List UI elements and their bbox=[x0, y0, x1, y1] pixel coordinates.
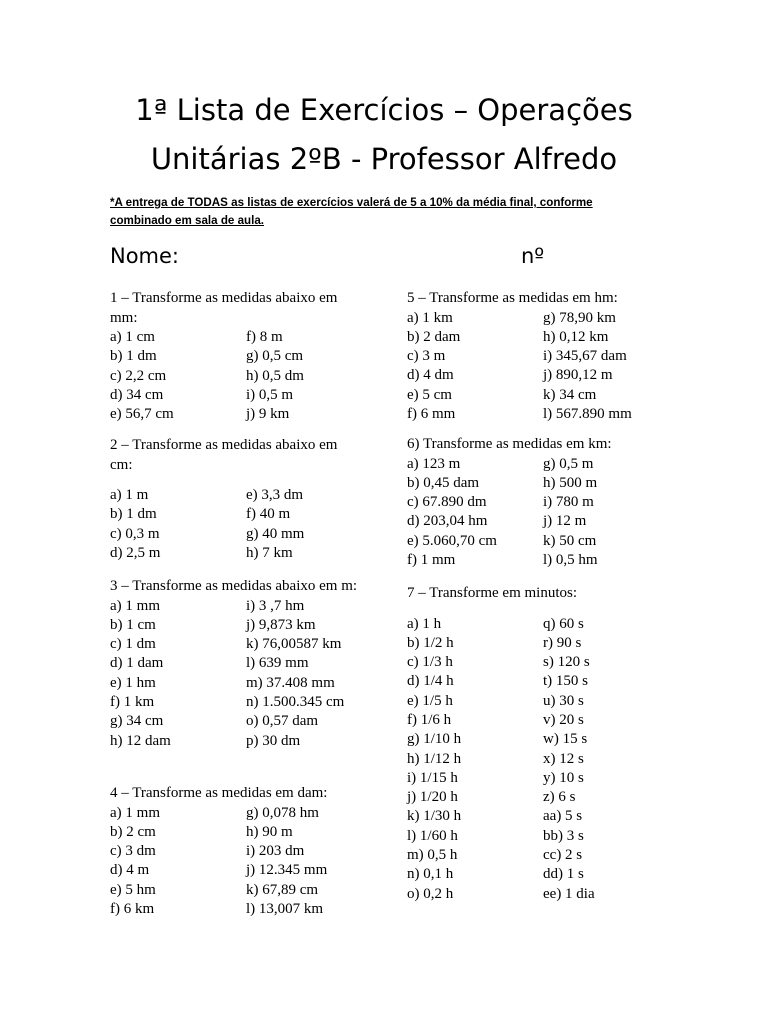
exercise-item: l) 1/60 h bbox=[407, 827, 458, 844]
exercise-item: d) 4 dm bbox=[407, 367, 454, 384]
exercise-item-row bbox=[407, 788, 657, 807]
exercise-item-row bbox=[110, 900, 360, 919]
exercise-item: g) 0,5 cm bbox=[246, 348, 304, 365]
exercise-item: j) 9 km bbox=[246, 406, 290, 423]
exercise-5 bbox=[407, 289, 657, 424]
exercise-item: i) 345,67 dam bbox=[543, 348, 627, 365]
exercise-item: b) 0,45 dam bbox=[407, 474, 480, 491]
exercise-item: aa) 5 s bbox=[543, 808, 583, 825]
exercise-item: p) 30 dm bbox=[246, 732, 301, 749]
exercise-item: c) 1/3 h bbox=[407, 654, 453, 671]
exercise-item: c) 2,2 cm bbox=[110, 367, 167, 384]
exercise-item-row bbox=[110, 732, 360, 751]
exercise-item-row bbox=[407, 309, 657, 328]
exercise-item: d) 203,04 hm bbox=[407, 513, 488, 530]
exercise-item: s) 120 s bbox=[543, 654, 590, 671]
exercise-item-row bbox=[407, 846, 657, 865]
exercise-item: d) 1 dam bbox=[110, 655, 164, 672]
exercise-item: k) 50 cm bbox=[543, 532, 597, 549]
exercise-heading: 2 – Transforme as medidas abaixo em cm: bbox=[110, 437, 338, 473]
exercise-item-row bbox=[110, 505, 360, 524]
exercise-item: h) 12 dam bbox=[110, 732, 171, 749]
exercise-item: g) 0,5 m bbox=[543, 455, 594, 472]
exercise-item-row bbox=[407, 865, 657, 884]
exercise-item-row bbox=[110, 881, 360, 900]
title-line-1: 1ª Lista de Exercícios – Operações bbox=[135, 93, 633, 127]
exercise-item: b) 1/2 h bbox=[407, 634, 454, 651]
exercise-item: k) 1/30 h bbox=[407, 808, 462, 825]
exercise-item-row bbox=[110, 693, 360, 712]
exercise-item: c) 3 dm bbox=[110, 843, 156, 860]
exercise-item: a) 1 mm bbox=[110, 804, 160, 821]
exercise-item: h) 0,12 km bbox=[543, 328, 609, 345]
exercise-item: d) 1/4 h bbox=[407, 673, 454, 690]
exercise-2 bbox=[110, 436, 360, 563]
exercise-item-row bbox=[110, 635, 360, 654]
exercise-item: d) 2,5 m bbox=[110, 544, 161, 561]
exercise-item: g) 78,90 km bbox=[543, 309, 616, 326]
exercise-item: o) 0,2 h bbox=[407, 885, 454, 902]
page-title bbox=[0, 86, 768, 184]
exercise-item: r) 90 s bbox=[543, 634, 582, 651]
exercise-item-row bbox=[407, 711, 657, 730]
exercise-item: i) 203 dm bbox=[246, 843, 305, 860]
exercise-7 bbox=[407, 584, 657, 904]
exercise-item: f) 6 mm bbox=[407, 405, 456, 422]
exercise-item-row bbox=[407, 730, 657, 749]
exercise-item: bb) 3 s bbox=[543, 827, 584, 844]
exercise-item: h) 1/12 h bbox=[407, 750, 462, 767]
exercise-item: d) 4 m bbox=[110, 862, 150, 879]
exercise-item: h) 0,5 dm bbox=[246, 367, 304, 384]
exercise-item: a) 1 mm bbox=[110, 597, 160, 614]
exercise-heading: 3 – Transforme as medidas abaixo em m: bbox=[110, 578, 358, 594]
exercise-item: a) 1 m bbox=[110, 487, 149, 503]
exercise-item: c) 67.890 dm bbox=[407, 494, 487, 511]
exercise-item: u) 30 s bbox=[543, 692, 584, 709]
exercise-item-row bbox=[110, 616, 360, 635]
exercise-item-row bbox=[110, 544, 360, 563]
exercise-item: a) 1 h bbox=[407, 615, 442, 632]
exercise-item-row bbox=[407, 692, 657, 711]
exercise-item: c) 3 m bbox=[407, 348, 446, 365]
exercise-item-row bbox=[407, 366, 657, 385]
exercise-item: b) 2 cm bbox=[110, 823, 156, 840]
exercise-item: m) 37.408 mm bbox=[246, 674, 335, 691]
exercise-item: i) 0,5 m bbox=[246, 386, 294, 403]
exercise-item: y) 10 s bbox=[543, 769, 584, 786]
exercise-item: b) 1 dm bbox=[110, 506, 157, 523]
exercise-item: e) 56,7 cm bbox=[110, 406, 174, 423]
name-label: Nome: bbox=[110, 244, 180, 268]
exercise-item-row bbox=[110, 712, 360, 731]
exercise-heading: 1 – Transforme as medidas abaixo em mm: bbox=[110, 290, 338, 326]
exercise-item: k) 67,89 cm bbox=[246, 881, 319, 898]
exercise-4 bbox=[110, 784, 360, 919]
exercise-item: j) 12 m bbox=[543, 513, 587, 530]
exercise-item: j) 12.345 mm bbox=[246, 862, 328, 879]
exercise-item-row bbox=[110, 674, 360, 693]
exercise-item-row bbox=[110, 347, 360, 366]
exercise-item-row bbox=[110, 367, 360, 386]
exercise-item: l) 13,007 km bbox=[246, 900, 324, 917]
exercise-item: j) 890,12 m bbox=[543, 367, 613, 384]
exercise-item: dd) 1 s bbox=[543, 866, 584, 883]
exercise-item-row bbox=[407, 672, 657, 691]
exercise-item: c) 1 dm bbox=[110, 636, 156, 653]
exercise-item-row bbox=[407, 532, 657, 551]
exercise-item-row bbox=[407, 328, 657, 347]
exercise-item: f) 1/6 h bbox=[407, 711, 452, 728]
exercise-item: i) 3 ,7 hm bbox=[246, 597, 305, 614]
exercise-item-row bbox=[110, 842, 360, 861]
exercise-item-row bbox=[407, 551, 657, 570]
exercise-item-row bbox=[110, 328, 360, 347]
exercise-item-row bbox=[110, 823, 360, 842]
exercise-item: e) 1/5 h bbox=[407, 692, 453, 709]
exercise-item-row bbox=[407, 474, 657, 493]
exercise-item-row bbox=[110, 525, 360, 544]
exercise-item: f) 8 m bbox=[246, 329, 283, 345]
exercise-item: q) 60 s bbox=[543, 615, 584, 632]
exercise-item: k) 34 cm bbox=[543, 386, 597, 403]
exercise-item: h) 7 km bbox=[246, 544, 293, 561]
exercise-item: j) 9,873 km bbox=[246, 616, 316, 633]
exercise-item: g) 0,078 hm bbox=[246, 804, 319, 821]
exercise-item-row bbox=[110, 386, 360, 405]
exercise-item: e) 1 hm bbox=[110, 674, 156, 691]
exercise-item-row bbox=[407, 405, 657, 424]
exercise-item-row bbox=[110, 654, 360, 673]
title-line-2: Unitárias 2ºB - Professor Alfredo bbox=[150, 142, 618, 176]
exercise-item: l) 0,5 hm bbox=[543, 551, 598, 568]
exercise-item: n) 0,1 h bbox=[407, 866, 454, 883]
exercise-heading: 4 – Transforme as medidas em dam: bbox=[110, 785, 328, 801]
exercise-item-row bbox=[407, 634, 657, 653]
exercise-item-row bbox=[407, 455, 657, 474]
exercise-3 bbox=[110, 577, 360, 751]
exercise-item-row bbox=[110, 405, 360, 424]
exercise-item-row bbox=[110, 804, 360, 823]
exercise-item-row bbox=[407, 807, 657, 826]
exercise-item-row bbox=[407, 615, 657, 634]
exercise-item-row bbox=[407, 512, 657, 531]
exercise-item: ee) 1 dia bbox=[543, 885, 595, 902]
exercise-item: l) 639 mm bbox=[246, 655, 309, 672]
exercise-item: m) 0,5 h bbox=[407, 847, 458, 864]
exercise-item: a) 123 m bbox=[407, 455, 461, 472]
exercise-item-row bbox=[110, 486, 360, 505]
exercise-item-row bbox=[110, 597, 360, 616]
exercise-item: b) 2 dam bbox=[407, 328, 461, 345]
exercise-item: w) 15 s bbox=[543, 731, 588, 748]
exercise-item: f) 40 m bbox=[246, 506, 291, 523]
exercise-item: d) 34 cm bbox=[110, 386, 164, 403]
exercise-item: g) 34 cm bbox=[110, 713, 164, 730]
exercise-item: e) 5 cm bbox=[407, 386, 452, 403]
exercise-item: f) 1 km bbox=[110, 693, 155, 710]
exercise-item: h) 90 m bbox=[246, 823, 293, 840]
exercise-item: b) 1 dm bbox=[110, 348, 157, 365]
exercise-item: l) 567.890 mm bbox=[543, 405, 632, 422]
exercise-item-row bbox=[407, 827, 657, 846]
exercise-item: i) 780 m bbox=[543, 494, 594, 511]
exercise-item: c) 0,3 m bbox=[110, 525, 160, 542]
number-label: nº bbox=[521, 244, 545, 268]
exercise-item: g) 40 mm bbox=[246, 525, 305, 542]
exercise-item: t) 150 s bbox=[543, 673, 588, 690]
exercise-item: n) 1.500.345 cm bbox=[246, 693, 345, 710]
exercise-item: k) 76,00587 km bbox=[246, 636, 342, 653]
exercise-item-row bbox=[110, 861, 360, 880]
exercise-item: h) 500 m bbox=[543, 474, 598, 491]
exercise-item: e) 3,3 dm bbox=[246, 487, 304, 503]
exercise-item: v) 20 s bbox=[543, 711, 584, 728]
exercise-item: cc) 2 s bbox=[543, 847, 583, 864]
exercise-item: e) 5.060,70 cm bbox=[407, 532, 497, 549]
exercise-item: e) 5 hm bbox=[110, 881, 156, 898]
exercise-item: o) 0,57 dam bbox=[246, 713, 319, 730]
delivery-note: *A entrega de TODAS as listas de exercícios valerá de 5 a 10% da média final, conforme combinado em sala de aula. bbox=[110, 196, 593, 227]
exercise-heading: 5 – Transforme as medidas em hm: bbox=[407, 290, 618, 306]
exercise-item: a) 1 km bbox=[407, 309, 453, 326]
exercise-item: i) 1/15 h bbox=[407, 769, 458, 786]
exercise-heading: 7 – Transforme em minutos: bbox=[407, 585, 578, 601]
exercise-item: f) 6 km bbox=[110, 900, 155, 917]
exercise-item: a) 1 cm bbox=[110, 329, 155, 345]
exercise-item: f) 1 mm bbox=[407, 551, 456, 568]
exercise-item-row bbox=[407, 493, 657, 512]
exercise-1 bbox=[110, 289, 360, 424]
exercise-item-row bbox=[407, 653, 657, 672]
exercise-item: j) 1/20 h bbox=[407, 789, 458, 806]
exercise-item: b) 1 cm bbox=[110, 616, 156, 633]
exercise-item: g) 1/10 h bbox=[407, 731, 462, 748]
exercise-6 bbox=[407, 435, 657, 570]
exercise-item-row bbox=[407, 750, 657, 769]
exercise-item-row bbox=[407, 386, 657, 405]
exercise-item-row bbox=[407, 885, 657, 904]
exercise-item-row bbox=[407, 769, 657, 788]
exercise-item: x) 12 s bbox=[543, 750, 584, 767]
exercise-heading: 6) Transforme as medidas em km: bbox=[407, 436, 612, 452]
exercise-item: z) 6 s bbox=[543, 789, 576, 806]
exercise-item-row bbox=[407, 347, 657, 366]
